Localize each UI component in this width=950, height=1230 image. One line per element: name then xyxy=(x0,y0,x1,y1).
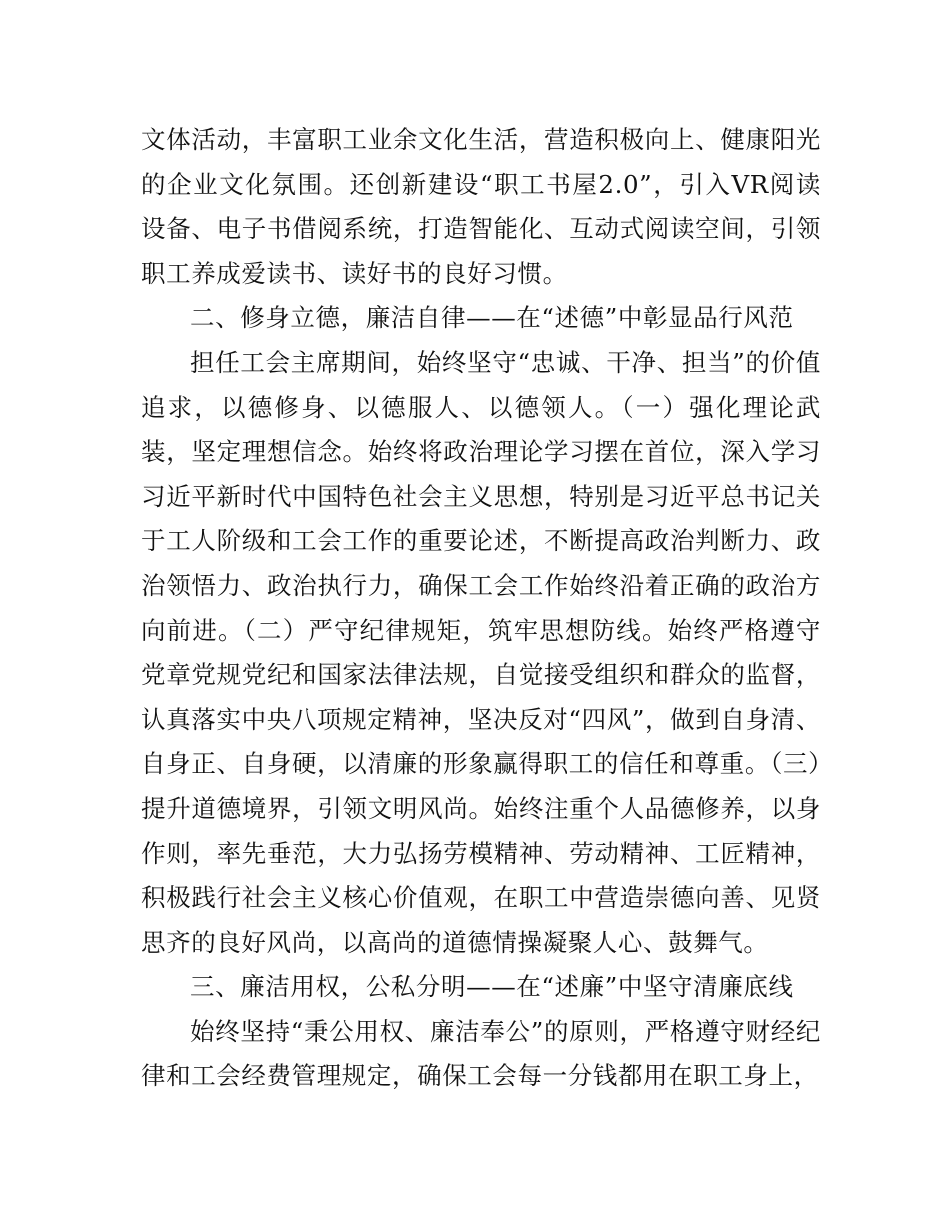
section-heading-2: 二、修身立德，廉洁自律——在“述德”中彰显品行风范 xyxy=(190,303,794,333)
body-paragraph-integrity: 始终坚持“秉公用权、廉洁奉公”的原则，严格遵守财经纪律和工会经费管理规定，确保工会每一分钱都用在职工身上， xyxy=(141,1016,821,1091)
section-heading-3: 三、廉洁用权，公私分明——在“述廉”中坚守清廉底线 xyxy=(190,972,794,1002)
document-body xyxy=(141,118,821,1099)
body-paragraph-morality: 担任工会主席期间，始终坚守“忠诚、干净、担当”的价值追求，以德修身、以德服人、以德领人。（一）强化理论武装，坚定理想信念。始终将政治理论学习摆在首位，深入学习习近平新时代中国特色社会主义思想，特别是习近平总书记关于工人阶级和工会工作的重要论述，不断提高政治判断力、政治领悟力、政治执行力，确保工会工作始终沿着正确的政治方向前进。（二）严守纪律规矩，筑牢思想防线。始终严格遵守党章党规党纪和国家法律法规，自觉接受组织和群众的监督，认真落实中央八项规定精神，坚决反对“四风”，做到自身清、自身正、自身硬，以清廉的形象赢得职工的信任和尊重。（三）提升道德境界，引领文明风尚。始终注重个人品德修养，以身作则，率先垂范，大力弘扬劳模精神、劳动精神、工匠精神，积极践行社会主义核心价值观，在职工中营造崇德向善、见贤思齐的良好风尚，以高尚的道德情操凝聚人心、鼓舞气。 xyxy=(141,347,821,957)
body-paragraph-continued: 文体活动，丰富职工业余文化生活，营造积极向上、健康阳光的企业文化氛围。还创新建设“职工书屋2.0”，引入VR阅读设备、电子书借阅系统，打造智能化、互动式阅读空间，引领职工养成爱读书、读好书的良好习惯。 xyxy=(141,125,821,288)
